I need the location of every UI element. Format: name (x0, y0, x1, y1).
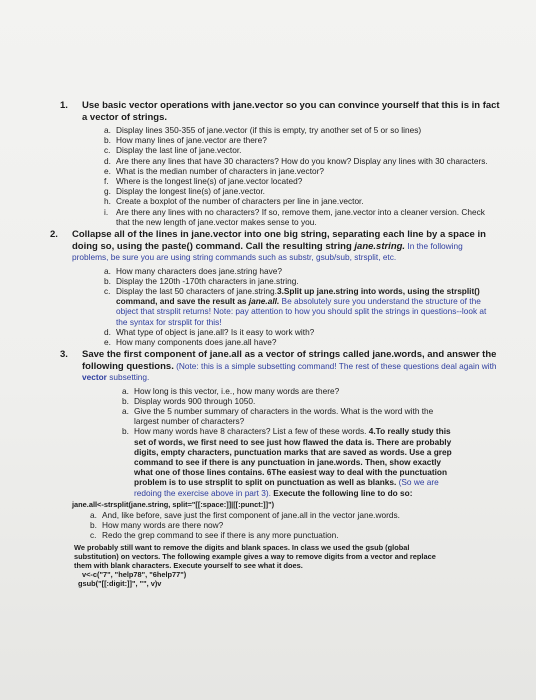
question-3 (60, 349, 500, 587)
sub-question: b. Display words 900 through 1050. (122, 395, 256, 406)
sub-question: b. Display the 120th -170th characters in jane.string. (104, 275, 299, 286)
question-title-text: Save the first component of jane.all as a vector of strings called jane.words, and answer the following questions. (82, 349, 497, 372)
code-line: v<-c("7", "help78", "6help77") (82, 569, 187, 579)
question-title-italic: jane.string. (354, 240, 406, 252)
sub-question: e. How many components does jane.all have? (104, 336, 277, 347)
sub-question-list (104, 125, 500, 227)
question-number: 1. (60, 100, 68, 111)
question-2 (50, 229, 500, 347)
sub-question: h. Create a boxplot of the number of characters per line in jane.vector. (104, 196, 364, 207)
question-list (50, 100, 500, 588)
sub-question-list (104, 266, 500, 348)
sub-question-list (122, 386, 456, 498)
question-title: Use basic vector operations with jane.vector so you can convince yourself that this is in fact a vector of strings. (82, 100, 500, 123)
sub-question: b. How many words are there now? (90, 520, 224, 531)
sub-question: d. Are there any lines that have 30 characters? How do you know? Display any lines with 30 characters. (104, 155, 488, 166)
question-note: (Note: this is a simple subsetting command! The rest of these questions deal again with (173, 360, 497, 371)
code-line: gsub("[[:digit:]]", "", v)v (78, 578, 162, 588)
sub-question: c. Redo the grep command to see if there is any more punctuation. (90, 530, 339, 541)
question-number: 2. (50, 229, 58, 241)
sub-question: a. Give the 5 number summary of characters in the words. What is the word with the largest number of characters? (122, 406, 434, 427)
sub-question: g. Display the longest line(s) of jane.vector. (104, 186, 265, 197)
sub-question: a. Display lines 350-355 of jane.vector (if this is empty, try another set of 5 or so lines) (104, 125, 422, 135)
sub-question: b. How many words have 8 characters? List a few of these words. 4.To really study this set of words, we first need to see just how flawed the data is. There are probably digits, empty characters, punctuation marks that are saved as words. Use a grep command to see if there is any punctuation in jane.words. Then, show exactly what one of those lines contains. 6The easiest way to deal with the punctuation problem is to use strsplit to split on punctuation as well as blanks. (So we are redoing the exercise above in part 3). Execute the following line to do so: (122, 426, 452, 498)
sub-question: b. How many lines of jane.vector are there? (104, 135, 267, 146)
sub-question: e. What is the median number of characters in jane.vector? (104, 165, 324, 176)
question-1 (60, 100, 500, 227)
sub-question: c. Display the last 50 characters of jane.string.3.Split up jane.string into words, using the strsplit() command, and save the result as jane.all. Be absolutely sure you understand the structure of the object that strsplit returns! Note: pay attention to how you should split the strings in questions--look at the syntax for strsplit for this! (104, 285, 487, 327)
sub-question: f. Where is the longest line(s) of jane.vector located? (104, 176, 303, 187)
sub-question: d. What type of object is jane.all? Is it easy to work with? (104, 326, 315, 337)
question-note-end: subsetting. (106, 372, 150, 383)
sub-question-list (90, 510, 500, 541)
question-note-bold: vector (82, 372, 107, 383)
question-number: 3. (60, 349, 68, 361)
sub-question: a. How many characters does jane.string have? (104, 265, 283, 276)
sub-question: a. How long is this vector, i.e., how many words are there? (122, 385, 340, 396)
question-title (82, 349, 500, 384)
question-title (72, 229, 500, 264)
sub-question: i. Are there any lines with no characters? If so, remove them, jane.vector into a cleaner version. Check that the new length of jane.vector makes sense to you. (104, 206, 485, 227)
question-note: In the following problems, be sure you are using string commands such as substr, gsub/sub, strsplit, etc. (72, 240, 463, 263)
paragraph: We probably still want to remove the digits and blank spaces. In class we used the gsub (global substitution) on vectors. The following example gives a way to remove digits from a vector and replace them with blank characters. Execute yourself to see what it does. (74, 542, 436, 570)
sub-question: c. Display the last line of jane.vector. (104, 145, 242, 156)
code-line: jane.all<-strsplit(jane.string, split="[[:space:]]|[[:punct:]]") (72, 499, 275, 509)
question-title-text: Collapse all of the lines in jane.vector into one big string, separating each line by a space in doing so, using the paste() command. Call the resulting string (72, 229, 486, 252)
sub-question: a. And, like before, save just the first component of jane.all in the vector jane.words. (90, 509, 400, 520)
